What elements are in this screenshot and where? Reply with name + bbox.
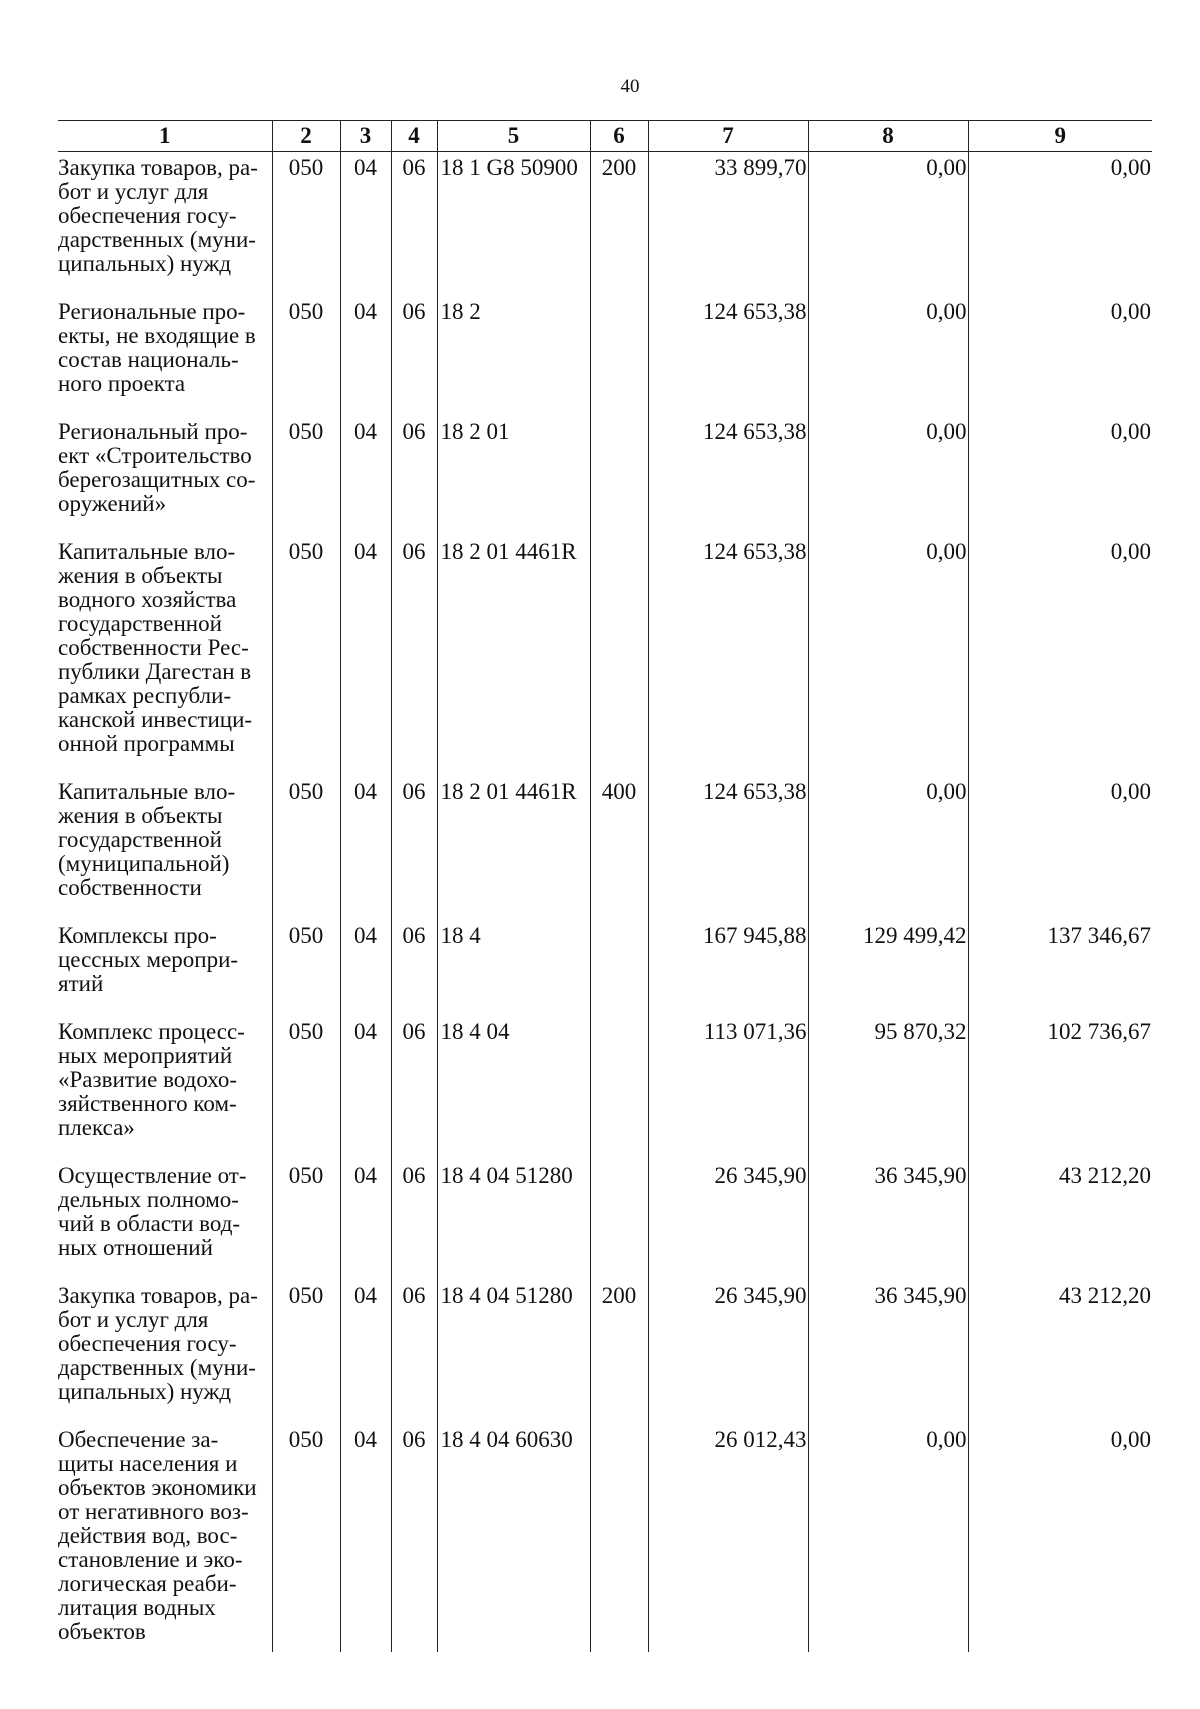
amount-col-9: 0,00 xyxy=(1110,419,1151,444)
table-row xyxy=(58,296,1152,416)
header-col-2: 2 xyxy=(272,121,340,152)
amount-col-7-cell xyxy=(648,536,808,776)
amount-col-8: 129 499,42 xyxy=(863,923,967,948)
amount-col-9-cell xyxy=(968,416,1152,536)
amount-col-7: 26 012,43 xyxy=(714,1427,807,1452)
row-description: Осуществление от- дельных полномо- чий в области вод- ных отношений xyxy=(58,1163,247,1260)
table-row xyxy=(58,776,1152,920)
chapter-code-cell xyxy=(272,776,340,920)
amount-col-8-cell xyxy=(808,416,968,536)
amount-col-9-cell xyxy=(968,920,1152,1016)
amount-col-9-cell xyxy=(968,1424,1152,1652)
subsection-code: 06 xyxy=(402,923,426,948)
expense-type-code-cell xyxy=(590,296,648,416)
amount-col-8: 0,00 xyxy=(926,299,967,324)
subsection-code-cell xyxy=(391,920,437,1016)
row-description-cell xyxy=(58,1016,272,1160)
row-description-cell xyxy=(58,776,272,920)
subsection-code: 06 xyxy=(402,779,426,804)
chapter-code: 050 xyxy=(288,1019,324,1044)
subsection-code: 06 xyxy=(402,1283,426,1308)
section-code: 04 xyxy=(354,923,377,948)
header-col-1: 1 xyxy=(58,121,272,152)
header-col-9: 9 xyxy=(968,121,1152,152)
amount-col-7-cell xyxy=(648,296,808,416)
expense-type-code-cell xyxy=(590,1160,648,1280)
subsection-code: 06 xyxy=(402,1019,426,1044)
chapter-code-cell xyxy=(272,416,340,536)
subsection-code: 06 xyxy=(402,539,426,564)
section-code: 04 xyxy=(354,1427,377,1452)
subsection-code: 06 xyxy=(402,299,426,324)
target-article-code: 18 2 xyxy=(440,299,481,324)
target-article-code: 18 4 xyxy=(440,923,481,948)
subsection-code-cell xyxy=(391,1280,437,1424)
chapter-code-cell xyxy=(272,1280,340,1424)
header-col-3: 3 xyxy=(340,121,391,152)
target-article-code-cell xyxy=(437,920,590,1016)
chapter-code-cell xyxy=(272,296,340,416)
section-code-cell xyxy=(340,296,391,416)
expense-type-code: 200 xyxy=(601,1283,637,1308)
amount-col-8-cell xyxy=(808,1160,968,1280)
amount-col-7-cell xyxy=(648,416,808,536)
amount-col-8-cell xyxy=(808,296,968,416)
table-row xyxy=(58,1424,1152,1652)
subsection-code-cell xyxy=(391,152,437,297)
target-article-code: 18 4 04 51280 xyxy=(440,1163,573,1188)
amount-col-9-cell xyxy=(968,1016,1152,1160)
amount-col-9-cell xyxy=(968,1160,1152,1280)
expense-type-code-cell xyxy=(590,152,648,297)
expense-type-code-cell xyxy=(590,536,648,776)
amount-col-8-cell xyxy=(808,776,968,920)
amount-col-7: 124 653,38 xyxy=(703,419,807,444)
amount-col-9: 0,00 xyxy=(1110,155,1151,180)
target-article-code-cell xyxy=(437,152,590,297)
row-description: Капитальные вло- жения в объекты водного хозяйства государственной собственности Рес- публики Дагестан в рамках республи- канской инвестици- онной программы xyxy=(58,539,253,756)
chapter-code: 050 xyxy=(288,1283,324,1308)
amount-col-7-cell xyxy=(648,1160,808,1280)
amount-col-8: 36 345,90 xyxy=(874,1163,967,1188)
target-article-code-cell xyxy=(437,296,590,416)
amount-col-8: 0,00 xyxy=(926,779,967,804)
target-article-code-cell xyxy=(437,1424,590,1652)
table-row xyxy=(58,920,1152,1016)
row-description-cell xyxy=(58,920,272,1016)
subsection-code-cell xyxy=(391,416,437,536)
target-article-code: 18 2 01 xyxy=(440,419,510,444)
expense-type-code-cell xyxy=(590,1424,648,1652)
amount-col-9-cell xyxy=(968,776,1152,920)
amount-col-7: 124 653,38 xyxy=(703,299,807,324)
row-description-cell xyxy=(58,1160,272,1280)
section-code: 04 xyxy=(354,1163,377,1188)
table-row xyxy=(58,1280,1152,1424)
amount-col-7: 33 899,70 xyxy=(714,155,807,180)
header-col-7: 7 xyxy=(648,121,808,152)
amount-col-9: 137 346,67 xyxy=(1047,923,1151,948)
amount-col-7-cell xyxy=(648,1424,808,1652)
target-article-code: 18 2 01 4461R xyxy=(440,539,577,564)
subsection-code-cell xyxy=(391,296,437,416)
chapter-code: 050 xyxy=(288,779,324,804)
section-code: 04 xyxy=(354,1283,377,1308)
section-code-cell xyxy=(340,536,391,776)
table-body xyxy=(58,152,1152,1653)
budget-table xyxy=(58,120,1152,1652)
amount-col-7-cell xyxy=(648,1016,808,1160)
section-code: 04 xyxy=(354,299,377,324)
amount-col-8: 0,00 xyxy=(926,539,967,564)
target-article-code-cell xyxy=(437,536,590,776)
amount-col-7: 167 945,88 xyxy=(703,923,807,948)
amount-col-7: 26 345,90 xyxy=(714,1283,807,1308)
amount-col-9-cell xyxy=(968,152,1152,297)
amount-col-9-cell xyxy=(968,536,1152,776)
amount-col-9: 0,00 xyxy=(1110,1427,1151,1452)
expense-type-code-cell xyxy=(590,1016,648,1160)
target-article-code-cell xyxy=(437,416,590,536)
header-row xyxy=(58,121,1152,152)
subsection-code: 06 xyxy=(402,1427,426,1452)
target-article-code-cell xyxy=(437,776,590,920)
amount-col-7-cell xyxy=(648,776,808,920)
table-row xyxy=(58,1016,1152,1160)
expense-type-code-cell xyxy=(590,776,648,920)
section-code: 04 xyxy=(354,419,377,444)
header-col-6: 6 xyxy=(590,121,648,152)
amount-col-9-cell xyxy=(968,296,1152,416)
chapter-code: 050 xyxy=(288,1163,324,1188)
chapter-code: 050 xyxy=(288,419,324,444)
amount-col-8-cell xyxy=(808,536,968,776)
chapter-code-cell xyxy=(272,1160,340,1280)
chapter-code-cell xyxy=(272,1424,340,1652)
chapter-code-cell xyxy=(272,1016,340,1160)
target-article-code: 18 4 04 60630 xyxy=(440,1427,573,1452)
amount-col-9: 0,00 xyxy=(1110,299,1151,324)
header-col-8: 8 xyxy=(808,121,968,152)
amount-col-7: 113 071,36 xyxy=(703,1019,807,1044)
amount-col-8-cell xyxy=(808,920,968,1016)
amount-col-7-cell xyxy=(648,920,808,1016)
chapter-code: 050 xyxy=(288,539,324,564)
amount-col-9: 102 736,67 xyxy=(1047,1019,1151,1044)
row-description-cell xyxy=(58,296,272,416)
row-description-cell xyxy=(58,536,272,776)
chapter-code: 050 xyxy=(288,155,324,180)
subsection-code: 06 xyxy=(402,155,426,180)
row-description-cell xyxy=(58,1424,272,1652)
amount-col-9: 0,00 xyxy=(1110,779,1151,804)
header-col-5: 5 xyxy=(437,121,590,152)
amount-col-8-cell xyxy=(808,1424,968,1652)
amount-col-8-cell xyxy=(808,152,968,297)
table-row xyxy=(58,536,1152,776)
target-article-code-cell xyxy=(437,1280,590,1424)
chapter-code: 050 xyxy=(288,299,324,324)
table-row xyxy=(58,416,1152,536)
amount-col-9: 0,00 xyxy=(1110,539,1151,564)
amount-col-8: 0,00 xyxy=(926,1427,967,1452)
subsection-code: 06 xyxy=(402,419,426,444)
row-description: Региональные про- екты, не входящие в состав националь- ного проекта xyxy=(58,299,256,396)
subsection-code-cell xyxy=(391,1016,437,1160)
subsection-code-cell xyxy=(391,536,437,776)
expense-type-code-cell xyxy=(590,1280,648,1424)
table-row xyxy=(58,152,1152,297)
chapter-code-cell xyxy=(272,920,340,1016)
row-description: Комплексы про- цессных меропри- ятий xyxy=(58,923,239,996)
section-code-cell xyxy=(340,1160,391,1280)
amount-col-9-cell xyxy=(968,1280,1152,1424)
amount-col-9: 43 212,20 xyxy=(1059,1283,1151,1308)
section-code: 04 xyxy=(354,1019,377,1044)
chapter-code-cell xyxy=(272,536,340,776)
subsection-code-cell xyxy=(391,776,437,920)
section-code-cell xyxy=(340,1424,391,1652)
subsection-code-cell xyxy=(391,1424,437,1652)
row-description: Обеспечение за- щиты населения и объектов экономики от негативного воз- действия вод, вос- становление и эко- логическая реаби- литация водных объектов xyxy=(58,1427,257,1644)
expense-type-code-cell xyxy=(590,416,648,536)
row-description-cell xyxy=(58,416,272,536)
section-code-cell xyxy=(340,1016,391,1160)
row-description: Региональный про- ект «Строительство берегозащитных со- оружений» xyxy=(58,419,256,516)
row-description: Закупка товаров, ра- бот и услуг для обеспечения госу- дарственных (муни- ципальных) нужд xyxy=(58,1283,258,1404)
amount-col-7-cell xyxy=(648,1280,808,1424)
expense-type-code: 200 xyxy=(601,155,637,180)
section-code: 04 xyxy=(354,539,377,564)
chapter-code: 050 xyxy=(288,1427,324,1452)
table-row xyxy=(58,1160,1152,1280)
subsection-code-cell xyxy=(391,1160,437,1280)
chapter-code-cell xyxy=(272,152,340,297)
chapter-code: 050 xyxy=(288,923,324,948)
section-code: 04 xyxy=(354,779,377,804)
target-article-code: 18 2 01 4461R xyxy=(440,779,577,804)
section-code-cell xyxy=(340,776,391,920)
subsection-code: 06 xyxy=(402,1163,426,1188)
expense-type-code: 400 xyxy=(601,779,637,804)
amount-col-8: 0,00 xyxy=(926,419,967,444)
header-col-4: 4 xyxy=(391,121,437,152)
target-article-code: 18 4 04 xyxy=(440,1019,510,1044)
section-code-cell xyxy=(340,416,391,536)
row-description: Закупка товаров, ра- бот и услуг для обеспечения госу- дарственных (муни- ципальных) нужд xyxy=(58,155,258,276)
target-article-code-cell xyxy=(437,1016,590,1160)
section-code-cell xyxy=(340,1280,391,1424)
section-code-cell xyxy=(340,152,391,297)
row-description: Комплекс процесс- ных мероприятий «Развитие водохо- зяйственного ком- плекса» xyxy=(58,1019,245,1140)
amount-col-8: 95 870,32 xyxy=(874,1019,967,1044)
amount-col-8: 0,00 xyxy=(926,155,967,180)
amount-col-7: 124 653,38 xyxy=(703,539,807,564)
row-description: Капитальные вло- жения в объекты государственной (муниципальной) собственности xyxy=(58,779,236,900)
amount-col-8-cell xyxy=(808,1280,968,1424)
section-code: 04 xyxy=(354,155,377,180)
amount-col-8: 36 345,90 xyxy=(874,1283,967,1308)
amount-col-7: 124 653,38 xyxy=(703,779,807,804)
amount-col-8-cell xyxy=(808,1016,968,1160)
target-article-code: 18 1 G8 50900 xyxy=(440,155,578,180)
target-article-code-cell xyxy=(437,1160,590,1280)
row-description-cell xyxy=(58,1280,272,1424)
row-description-cell xyxy=(58,152,272,297)
page-number: 40 xyxy=(620,76,640,97)
amount-col-9: 43 212,20 xyxy=(1059,1163,1151,1188)
section-code-cell xyxy=(340,920,391,1016)
expense-type-code-cell xyxy=(590,920,648,1016)
amount-col-7-cell xyxy=(648,152,808,297)
target-article-code: 18 4 04 51280 xyxy=(440,1283,573,1308)
amount-col-7: 26 345,90 xyxy=(714,1163,807,1188)
